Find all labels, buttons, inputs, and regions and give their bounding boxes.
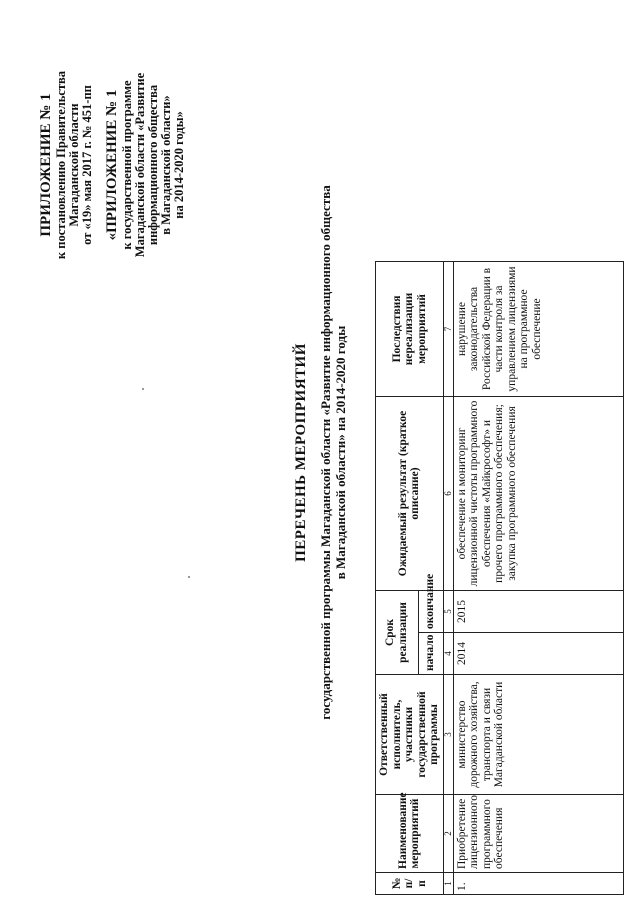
- column-number: 4: [443, 633, 453, 675]
- header-end: окончание: [418, 590, 443, 632]
- row-result: обеспечение и мониторинг лицензионной чистоты программного обеспечения «Майкрософт» и прочего программного обеспечения; закупка программного обеспечения: [453, 396, 623, 590]
- approval-line: Магаданской области «Развитие: [133, 72, 147, 258]
- header-executor: Ответственный исполнитель, участники государственной программы: [376, 675, 444, 795]
- document-title: ПЕРЕЧЕНЬ МЕРОПРИЯТИЙ: [293, 343, 309, 562]
- header-start: начало: [418, 633, 443, 675]
- approval-date-line: от «19» мая 2017 г. № 451-пп: [80, 85, 94, 245]
- document-subtitle: государственной программы Магаданской области «Развитие информационного общества: [318, 185, 333, 720]
- appendix-title: ПРИЛОЖЕНИЕ № 1: [38, 93, 54, 237]
- spacer: [94, 35, 104, 295]
- column-number: 3: [443, 675, 453, 795]
- approval-line: к государственной программе: [120, 80, 134, 250]
- table-row: [453, 37, 623, 895]
- table-margin: [376, 37, 444, 261]
- approval-line: в Магаданской области»: [159, 95, 173, 235]
- column-number: 5: [443, 590, 453, 632]
- scan-speck: [142, 388, 144, 390]
- column-number: 2: [443, 795, 453, 873]
- header-result: Ожидаемый результат (краткое описание): [376, 396, 444, 590]
- header-consequences: Последствия нереализации мероприятий: [376, 261, 444, 396]
- row-num: 1.: [453, 873, 623, 895]
- row-consequences: нарушение законодательства Российской Федерации в части контроля за управлением лицензиями на программное обеспечение: [453, 261, 623, 396]
- program-appendix-title: «ПРИЛОЖЕНИЕ № 1: [104, 89, 120, 241]
- approval-block: [38, 35, 186, 295]
- approval-line: к постановлению Правительства: [54, 70, 68, 260]
- measures-table: [375, 37, 624, 895]
- column-number: 7: [443, 261, 453, 396]
- column-number: 1: [443, 873, 453, 895]
- header-name: Наименование мероприятий: [376, 795, 444, 873]
- document-heading: [292, 0, 348, 905]
- header-period: Срок реализации: [376, 590, 419, 674]
- row-executor: министерство дорожного хозяйства, транспорта и связи Магаданской области: [453, 675, 623, 795]
- header-num: № п/п: [376, 873, 444, 895]
- row-start: 2014: [453, 633, 623, 675]
- approval-line: Магаданской области: [67, 103, 81, 227]
- scan-speck: [188, 576, 190, 578]
- column-number-row: [443, 37, 453, 895]
- row-name: Приобретение лицензионного программного обеспечения: [453, 795, 623, 873]
- document-subtitle: в Магаданской области» на 2014-2020 годы: [333, 325, 348, 580]
- approval-line: информационного общества: [146, 84, 160, 246]
- row-end: 2015: [453, 590, 623, 632]
- column-number: 6: [443, 396, 453, 590]
- approval-line: на 2014-2020 годы»: [172, 111, 186, 219]
